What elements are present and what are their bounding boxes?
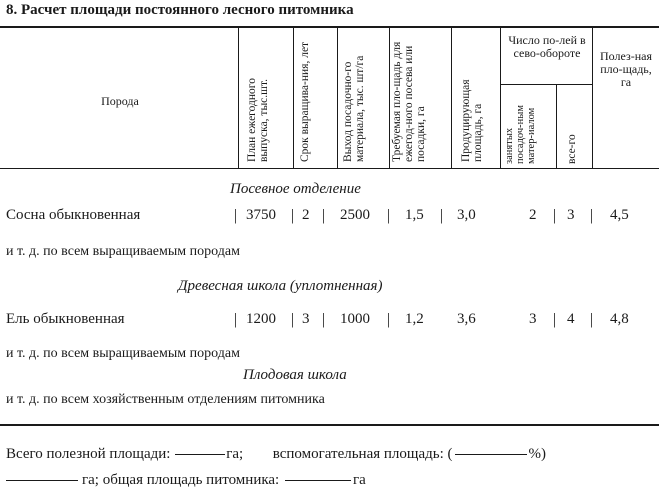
col-divider — [238, 28, 239, 168]
section-note: и т. д. по всем выращиваемым породам — [6, 244, 240, 259]
cell-occupied: 2 — [529, 207, 537, 223]
cell-total: 4 — [567, 311, 575, 327]
header-required-area: Требуемая пло-щадь для ежегод-ного посева или посадки, га — [391, 41, 427, 162]
footer-aux-label: вспомогательная площадь: ( — [272, 446, 453, 462]
cell-productive: 3,6 — [457, 311, 476, 327]
header-fields-total: все-го — [566, 134, 578, 164]
header-annual-plan: План ежегодного выпуска, тыс.шт. — [246, 78, 270, 162]
footer-total-label: общая площадь питомника: — [102, 472, 280, 488]
section-note: и т. д. по всем хозяйственным отделениям питомника — [6, 392, 325, 407]
cell-divider: | — [387, 207, 391, 224]
cell-useful: 4,8 — [610, 311, 629, 327]
table-bottom-rule — [0, 424, 659, 426]
header-species: Порода — [101, 94, 139, 108]
cell-yield: 1000 — [340, 311, 370, 327]
cell-divider: | — [553, 311, 557, 328]
header-useful-area: Полез-ная пло-щадь, га — [600, 49, 652, 89]
header-productive-area: Продуцирующая площадь, га — [460, 79, 484, 162]
cell-required: 1,5 — [405, 207, 424, 223]
footer-line2 — [6, 472, 366, 489]
header-top-rule — [0, 26, 659, 28]
section-note: и т. д. по всем выращиваемым породам — [6, 346, 240, 361]
header-fields-occupied: занятых посадоч-ным матер-иалом — [504, 105, 537, 164]
table-title: 8. Расчет площади постоянного лесного питомника — [6, 2, 354, 18]
cell-term: 3 — [302, 311, 310, 327]
cell-total: 3 — [567, 207, 575, 223]
col-divider — [500, 28, 501, 168]
header-fields-group: Число по-лей в сево-обороте — [508, 33, 586, 60]
section-title: Плодовая школа — [243, 367, 347, 383]
footer-ha-1: га; — [226, 446, 244, 462]
col-divider — [293, 28, 294, 168]
blank-line — [175, 454, 225, 455]
row-species: Ель обыкновенная — [6, 311, 125, 327]
footer-percent: %) — [528, 446, 546, 462]
blank-line — [6, 480, 78, 481]
cell-divider: | — [322, 207, 326, 224]
cell-productive: 3,0 — [457, 207, 476, 223]
cell-plan: 1200 — [246, 311, 276, 327]
col-divider — [337, 28, 338, 168]
cell-required: 1,2 — [405, 311, 424, 327]
cell-useful: 4,5 — [610, 207, 629, 223]
col-divider — [389, 28, 390, 168]
col-divider — [592, 28, 593, 168]
cell-divider: | — [291, 311, 295, 328]
footer-ha-3: га — [352, 472, 366, 488]
header-yield: Выход посадочно-го материала, тыс. шт/га — [342, 55, 366, 162]
cell-term: 2 — [302, 207, 310, 223]
cell-divider: | — [590, 311, 594, 328]
header-growing-term: Срок выращива-ния, лет — [299, 41, 311, 162]
cell-divider: | — [291, 207, 295, 224]
header-bottom-rule — [0, 168, 659, 169]
blank-line — [455, 454, 527, 455]
footer-line1 — [6, 446, 546, 463]
section-title: Древесная школа (уплотненная) — [178, 278, 383, 294]
cell-divider: | — [387, 311, 391, 328]
cell-yield: 2500 — [340, 207, 370, 223]
blank-line — [285, 480, 351, 481]
section-title: Посевное отделение — [230, 181, 361, 197]
cell-occupied: 3 — [529, 311, 537, 327]
col-divider — [451, 28, 452, 168]
col-divider — [556, 84, 557, 168]
footer-useful-label: Всего полезной площади: — [6, 446, 171, 462]
row-species: Сосна обыкновенная — [6, 207, 141, 223]
cell-divider: | — [553, 207, 557, 224]
cell-divider: | — [234, 311, 238, 328]
fields-group-rule — [500, 84, 592, 85]
footer-ha-2: га; — [82, 472, 99, 488]
cell-divider: | — [440, 207, 444, 224]
cell-plan: 3750 — [246, 207, 276, 223]
cell-divider: | — [590, 207, 594, 224]
cell-divider: | — [234, 207, 238, 224]
cell-divider: | — [322, 311, 326, 328]
